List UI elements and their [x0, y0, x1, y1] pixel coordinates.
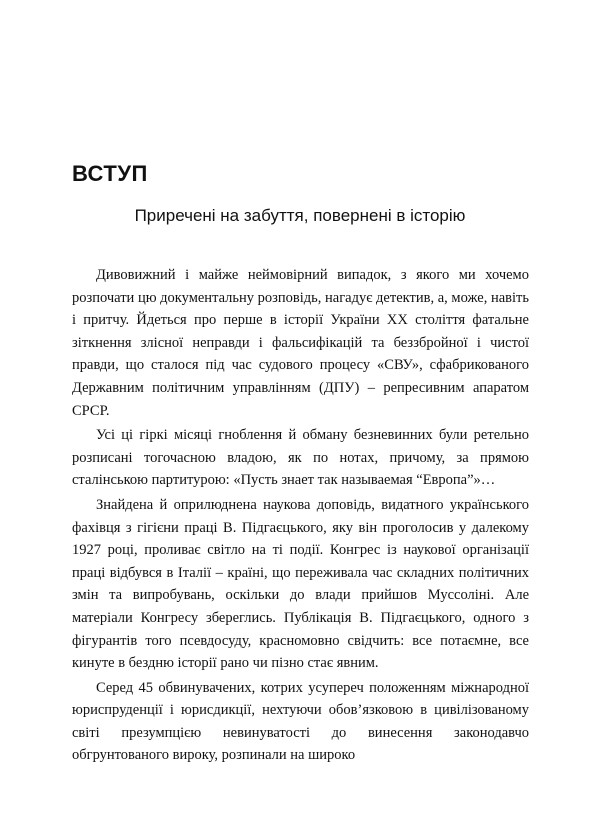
body-text [72, 264, 529, 769]
chapter-heading: ВСТУП [72, 161, 148, 186]
paragraph-3: Знайдена й оприлюднена наукова доповідь, видатного українського фахівця з гігієни праці В. Підгаєцького, яку він проголосив у далекому 1927 році, проливає світло на ті події. Конгрес із наукової організації праці відбувся в Італії – країні, що переживала час складних політичних змін та випробувань, оскільки до влади прийшов Муссоліні. Але матеріали Конгресу збереглись. Публікація В. Підгаєцького, одного з фігурантів того псевдосуду, красномовно свідчить: все потаємне, все кинуте в бездню історії рано чи пізно стає явним. [72, 496, 529, 672]
paragraph-4: Серед 45 обвинувачених, котрих усупереч положенням міжнародної юриспруденції і юрисдикції, нехтуючи обов’язковою в цивілізованому світі презумпцією невинуватості до винесення законодавчо обгрунтованого вироку, розпинали на широко [72, 679, 529, 764]
paragraph-1: Дивовижний і майже неймовірний випадок, з якого ми хочемо розпочати цю документальну розповідь, нагадує детектив, а, може, навіть і притчу. Йдеться про перше в історії України ХХ століття фатальне зіткнення злісної неправди і фальсифікацій та беззбройної і чистої правди, що сталося під час судового процесу «СВУ», сфабрикованого Державним політичним управлінням (ДПУ) – репресивним апаратом СРСР. [72, 267, 529, 419]
paragraph-2: Усі ці гіркі місяці гноблення й обману безневинних були ретельно розписані тогочасною владою, як по нотах, причому, за прямою сталінською партитурою: «Пусть знает так называемая “Европа”»… [72, 427, 529, 489]
chapter-subtitle: Приречені на забуття, повернені в історію [134, 206, 466, 225]
